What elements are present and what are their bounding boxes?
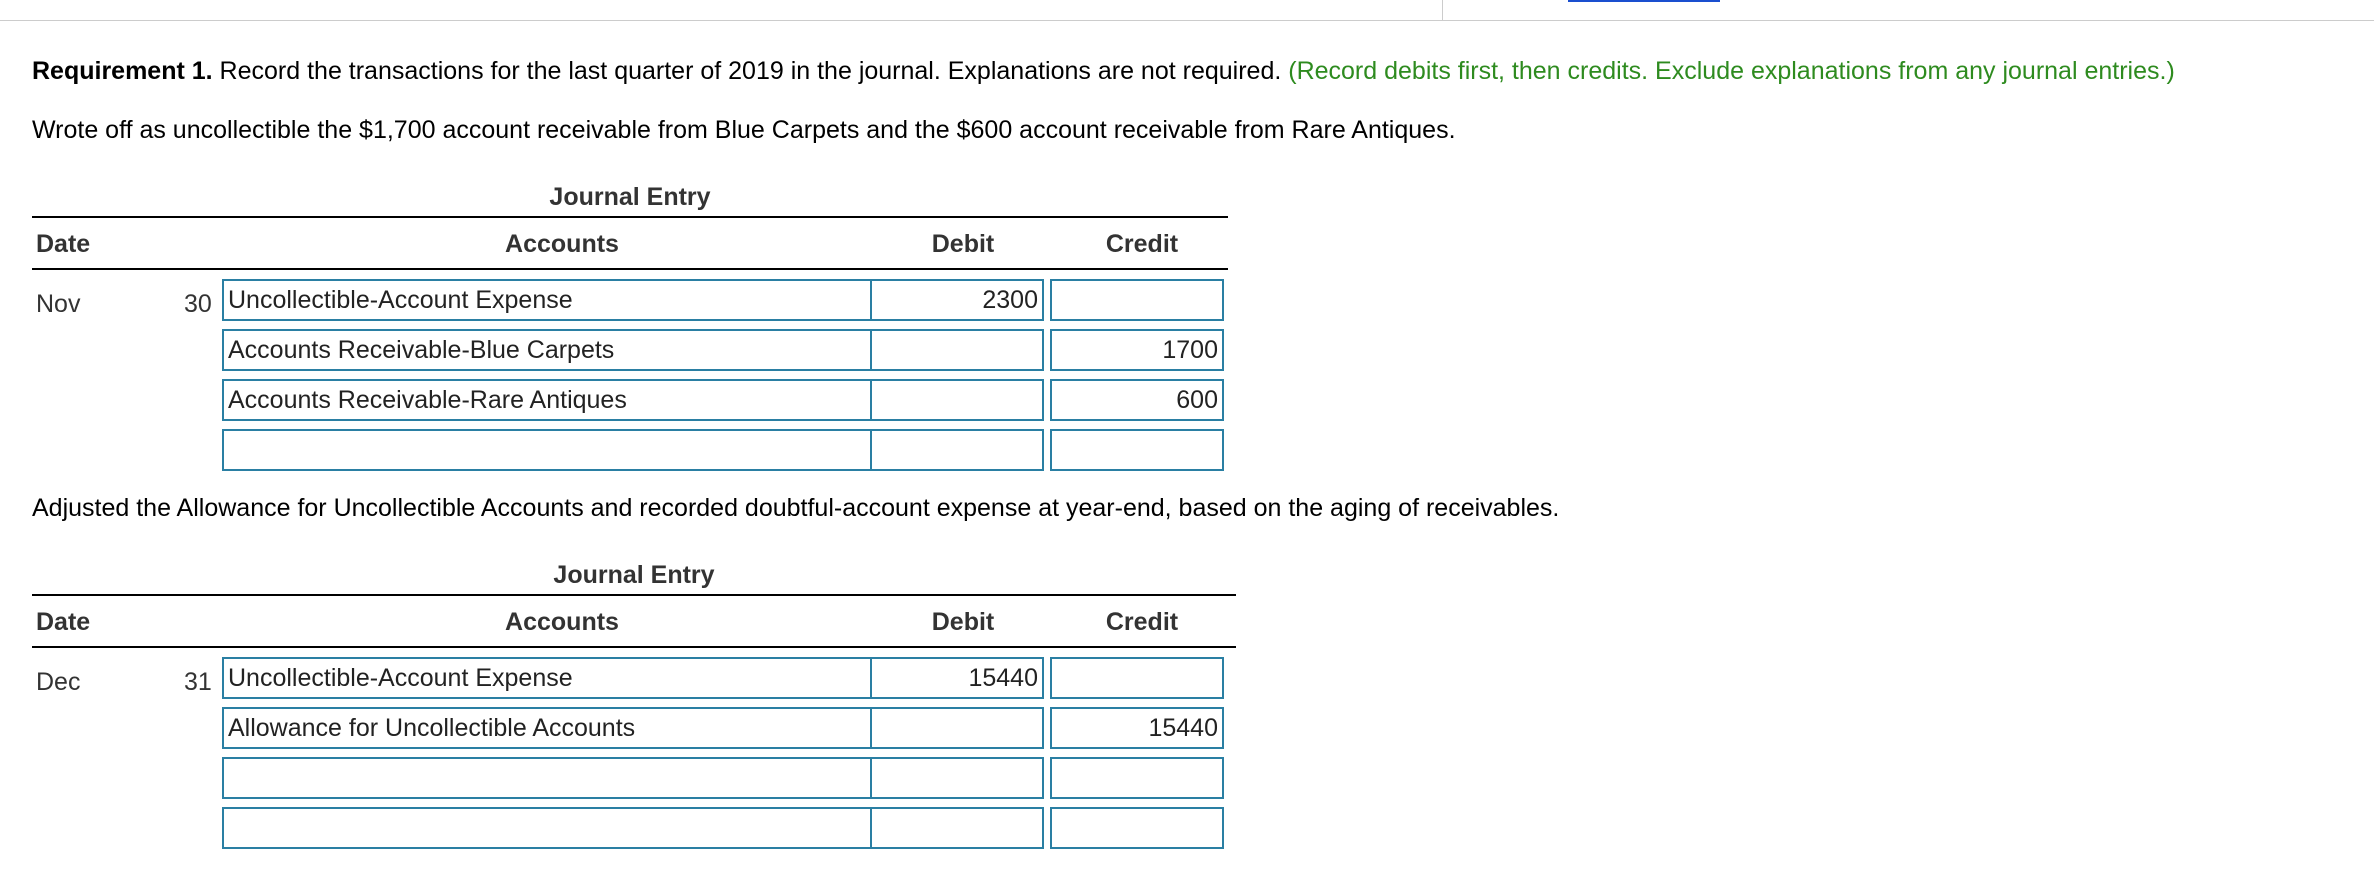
journal-row <box>32 703 1236 753</box>
journal-row <box>32 275 1228 325</box>
account-input[interactable]: Allowance for Uncollectible Accounts <box>222 707 896 749</box>
credit-input[interactable] <box>1050 757 1224 799</box>
journal-entry-1 <box>32 178 1228 475</box>
header-date: Date <box>36 230 91 258</box>
entry-month: Dec <box>36 668 81 696</box>
journal-title: Journal Entry <box>549 183 711 211</box>
credit-input[interactable] <box>1050 657 1224 699</box>
header-debit: Debit <box>931 608 995 636</box>
account-input[interactable]: Uncollectible-Account Expense <box>222 279 896 321</box>
account-input[interactable] <box>222 757 896 799</box>
journal-row <box>32 325 1228 375</box>
account-input[interactable]: Accounts Receivable-Blue Carpets <box>222 329 896 371</box>
transaction1-description: Wrote off as uncollectible the $1,700 account receivable from Blue Carpets and the $600 account receivable from Rare Antiques. <box>32 116 1456 144</box>
requirement-line <box>32 57 2175 86</box>
credit-input[interactable] <box>1050 429 1224 471</box>
top-divider <box>0 20 2374 21</box>
account-input[interactable]: Accounts Receivable-Rare Antiques <box>222 379 896 421</box>
transaction2-description: Adjusted the Allowance for Uncollectible Accounts and recorded doubtful-account expense at year-end, based on the aging of receivables. <box>32 494 1560 522</box>
debit-input[interactable] <box>870 329 1044 371</box>
entry-day: 31 <box>184 668 212 696</box>
credit-input[interactable] <box>1050 279 1224 321</box>
account-input[interactable]: Uncollectible-Account Expense <box>222 657 896 699</box>
requirement-hint: (Record debits first, then credits. Exclude explanations from any journal entries.) <box>1288 57 2175 85</box>
journal-row <box>32 653 1236 703</box>
header-credit: Credit <box>1105 608 1179 636</box>
header-accounts: Accounts <box>505 608 619 636</box>
journal-row <box>32 753 1236 803</box>
journal-row <box>32 803 1236 853</box>
top-separator <box>1442 0 1443 20</box>
top-link-underline[interactable] <box>1568 0 1720 2</box>
debit-input[interactable] <box>870 429 1044 471</box>
debit-input[interactable]: 2300 <box>870 279 1044 321</box>
journal-row <box>32 425 1228 475</box>
account-input[interactable] <box>222 807 896 849</box>
journal-header <box>32 594 1236 648</box>
credit-input[interactable]: 1700 <box>1050 329 1224 371</box>
debit-input[interactable] <box>870 379 1044 421</box>
credit-input[interactable]: 15440 <box>1050 707 1224 749</box>
entry-month: Nov <box>36 290 81 318</box>
journal-title: Journal Entry <box>553 561 715 589</box>
journal-row <box>32 375 1228 425</box>
journal-entry-2 <box>32 556 1236 853</box>
requirement-text: Record the transactions for the last quarter of 2019 in the journal. Explanations are not required. <box>212 57 1289 85</box>
header-debit: Debit <box>931 230 995 258</box>
account-input[interactable] <box>222 429 896 471</box>
header-credit: Credit <box>1105 230 1179 258</box>
debit-input[interactable] <box>870 757 1044 799</box>
requirement-label: Requirement 1. <box>32 57 213 85</box>
entry-day: 30 <box>184 290 212 318</box>
header-date: Date <box>36 608 91 636</box>
debit-input[interactable] <box>870 707 1044 749</box>
header-accounts: Accounts <box>505 230 619 258</box>
journal-header <box>32 216 1228 270</box>
credit-input[interactable]: 600 <box>1050 379 1224 421</box>
credit-input[interactable] <box>1050 807 1224 849</box>
debit-input[interactable] <box>870 807 1044 849</box>
debit-input[interactable]: 15440 <box>870 657 1044 699</box>
